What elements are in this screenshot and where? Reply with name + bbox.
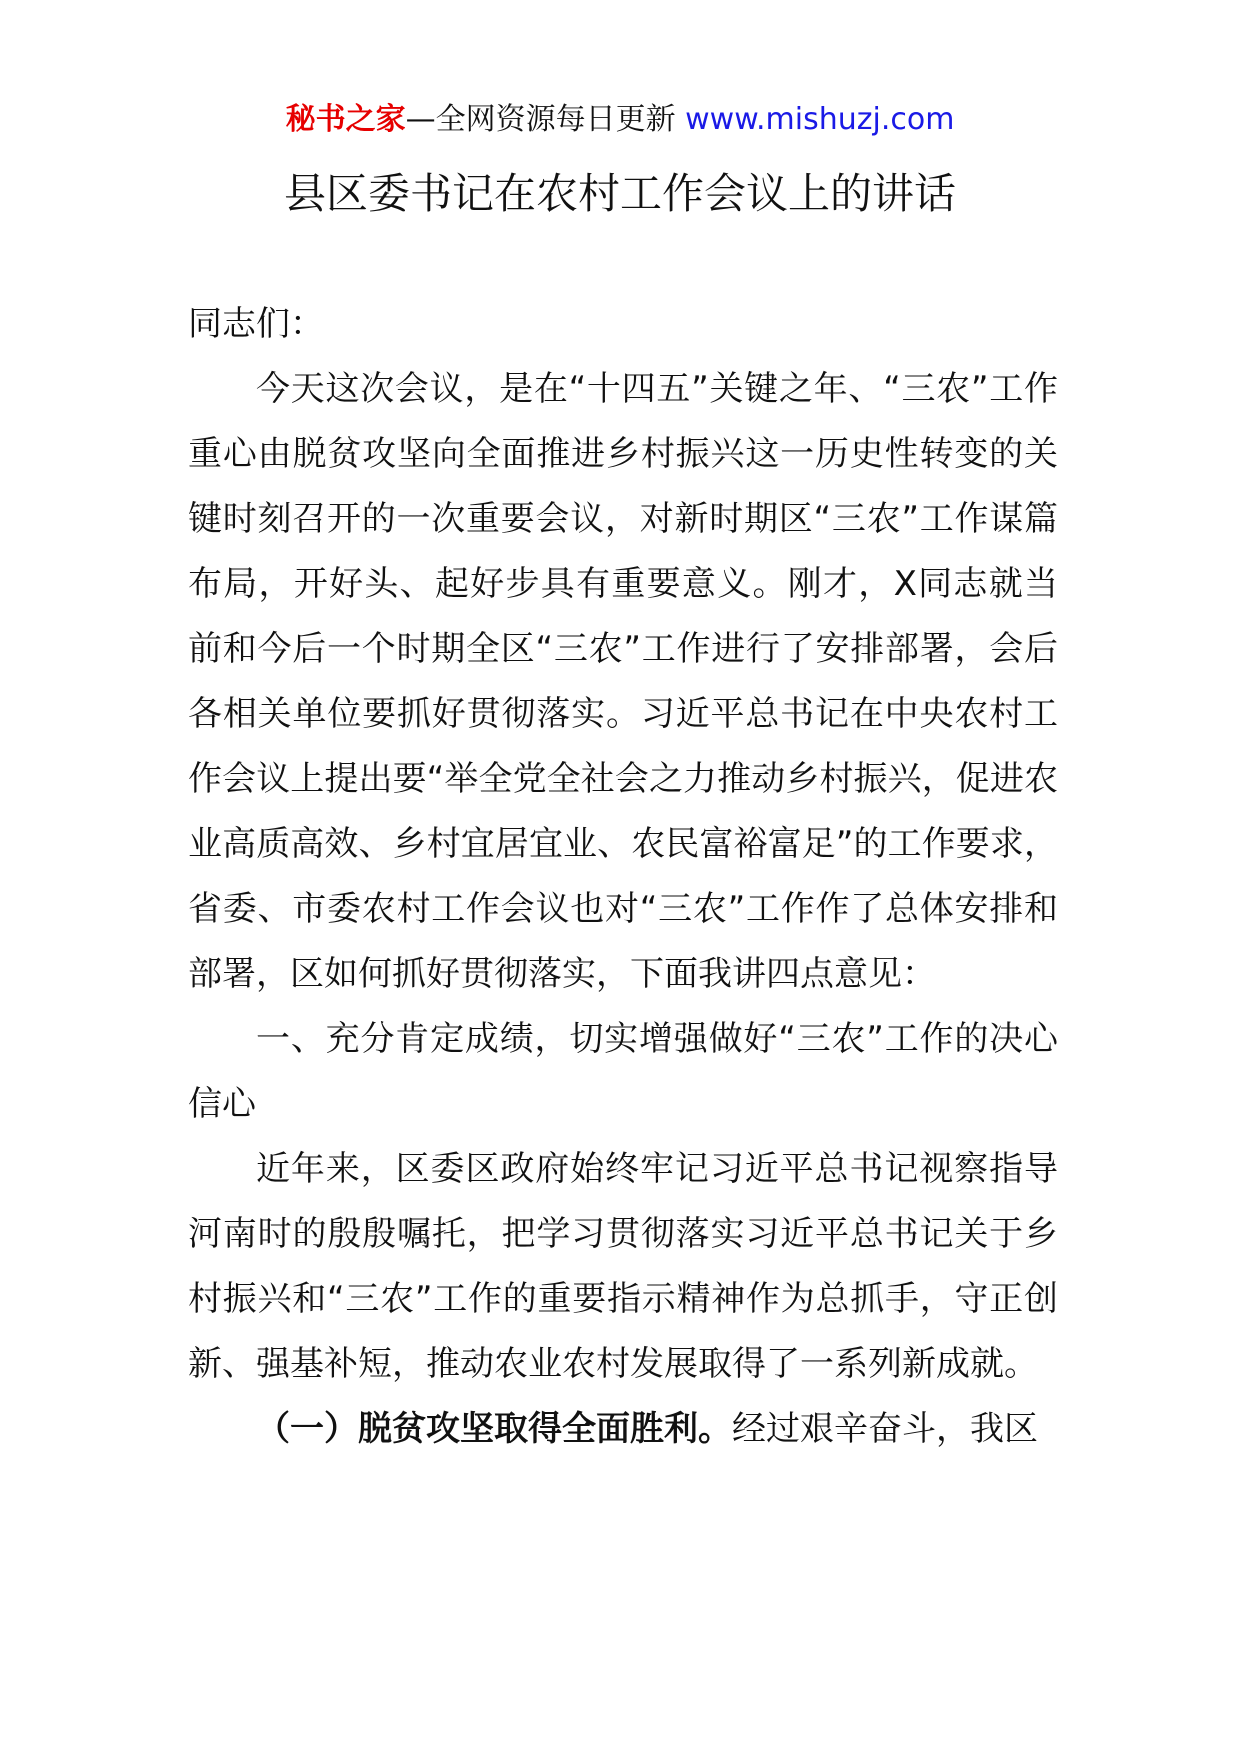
site-slogan: —全网资源每日更新	[405, 102, 676, 137]
site-url-link[interactable]: www.mishuzj.com	[685, 102, 955, 137]
subsection-1-lead: （一）脱贫攻坚取得全面胜利。	[256, 1409, 732, 1449]
subsection-1	[188, 1397, 1058, 1462]
subsection-1-text: 经过艰辛奋斗，我区	[732, 1409, 1038, 1449]
site-name: 秘书之家	[285, 102, 406, 137]
salutation: 同志们：	[188, 304, 324, 344]
site-header	[0, 100, 1240, 140]
document-title: 县区委书记在农村工作会议上的讲话	[283, 169, 956, 218]
section-heading-1: 一、充分肯定成绩，切实增强做好“三农”工作的决心信心	[188, 1019, 1058, 1124]
document-body	[188, 292, 1058, 1462]
paragraph-achievements: 近年来，区委区政府始终牢记习近平总书记视察指导河南时的殷殷嘱托，把学习贯彻落实习近平总书记关于乡村振兴和“三农”工作的重要指示精神作为总抓手，守正创新、强基补短，推动农业农村发展取得了一系列新成就。	[188, 1149, 1058, 1384]
paragraph-intro: 今天这次会议，是在“十四五”关键之年、“三农”工作重心由脱贫攻坚向全面推进乡村振兴这一历史性转变的关键时刻召开的一次重要会议，对新时期区“三农”工作谋篇布局，开好头、起好步具有重要意义。刚才，X同志就当前和今后一个时期全区“三农”工作进行了安排部署，会后各相关单位要抓好贯彻落实。习近平总书记在中央农村工作会议上提出要“举全党全社会之力推动乡村振兴，促进农业高质高效、乡村宜居宜业、农民富裕富足”的工作要求，省委、市委农村工作会议也对“三农”工作作了总体安排和部署，区如何抓好贯彻落实，下面我讲四点意见：	[188, 369, 1058, 994]
